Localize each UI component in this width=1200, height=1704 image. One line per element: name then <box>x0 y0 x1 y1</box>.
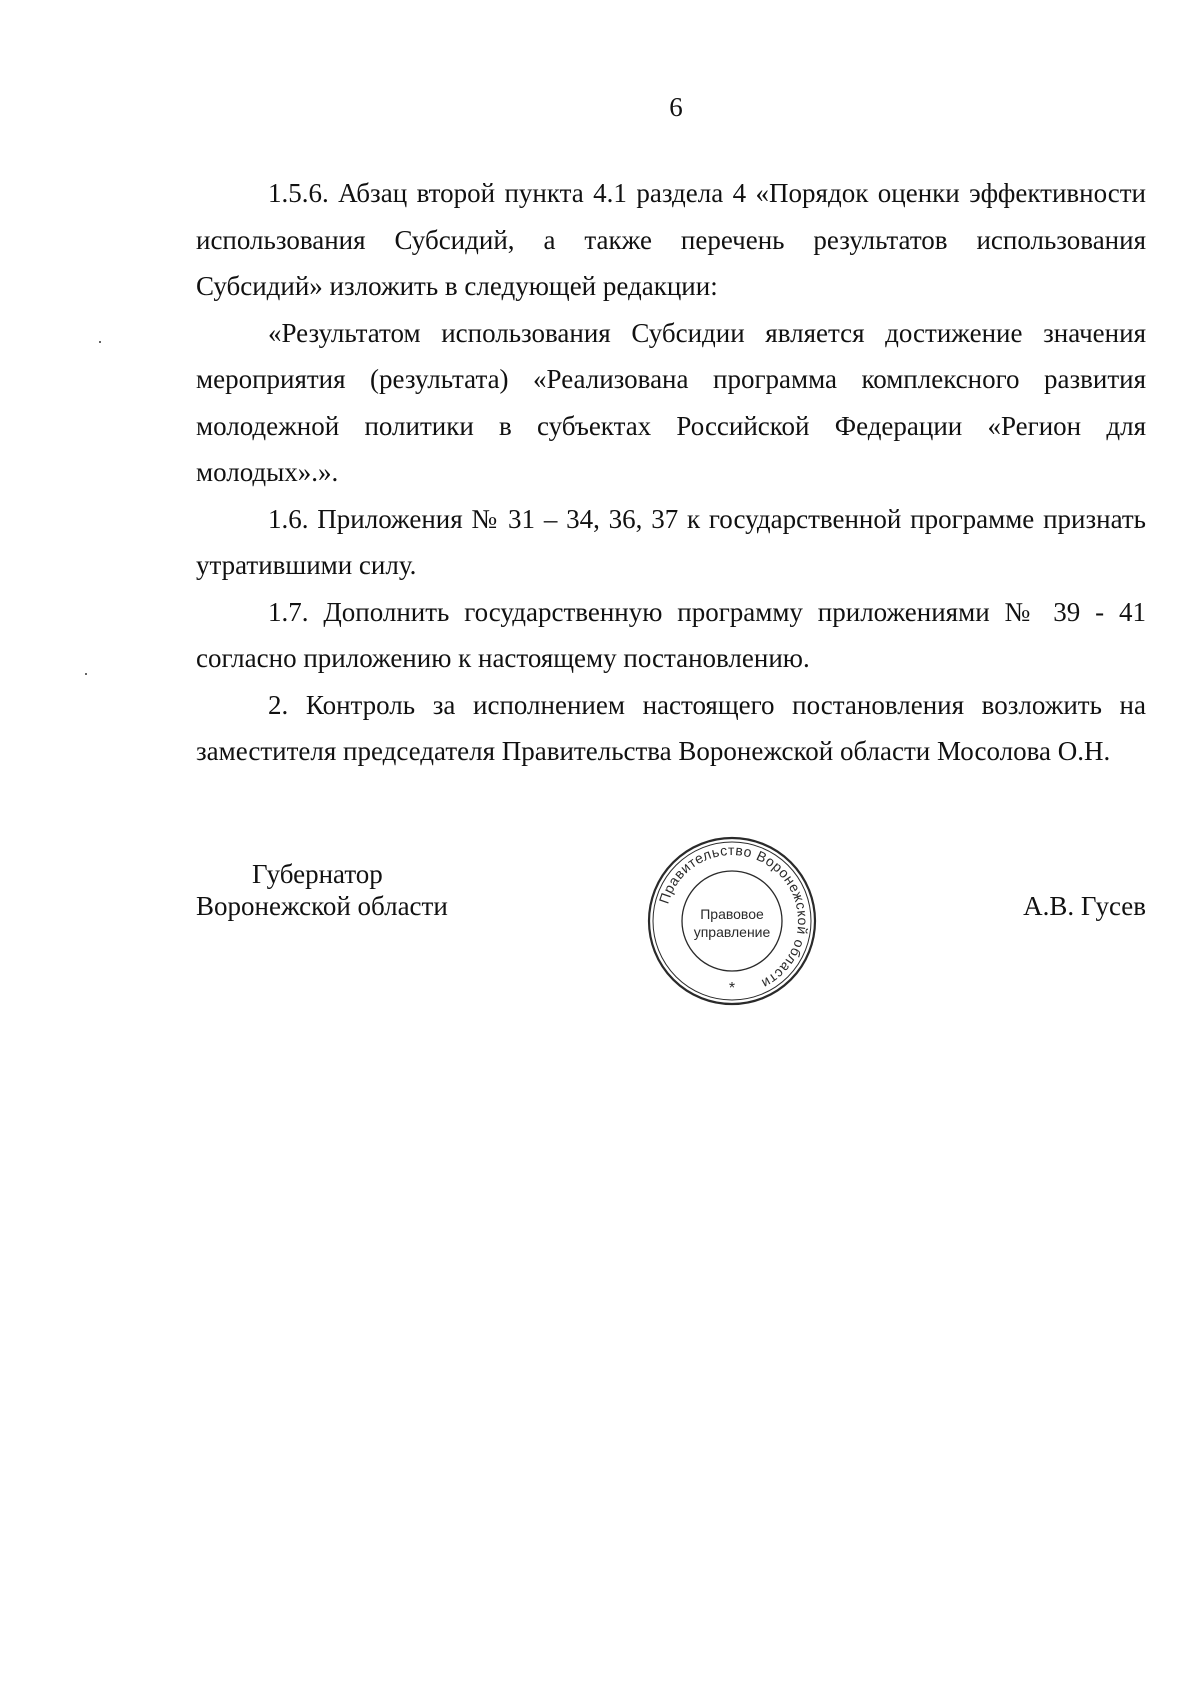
stray-dot-mark <box>85 673 87 675</box>
signatory-name: А.В. Гусев <box>1023 891 1146 921</box>
signatory-position <box>196 858 448 922</box>
paragraph-quote-result: «Результатом использования Субсидии является достижение значения мероприятия (результата) «Реализована программа комплексного развития молодежной политики в субъектах Российской Федерации «Регион для молодых».». <box>196 317 1146 487</box>
paragraph-2: 2. Контроль за исполнением настоящего постановления возложить на заместителя председателя Правительства Воронежской области Мосолова О.Н. <box>196 689 1146 766</box>
official-seal-stamp <box>646 835 818 1007</box>
paragraph-1-5-6: 1.5.6. Абзац второй пункта 4.1 раздела 4 «Порядок оценки эффективности использования Субсидий, а также перечень результатов использования Субсидий» изложить в следующей редакции: <box>196 178 1146 301</box>
svg-text:управление: управление <box>693 924 771 940</box>
svg-text:Правительство Воронежской обла: Правительство Воронежской области <box>655 841 812 993</box>
document-body <box>196 170 1146 775</box>
svg-text:Правовое: Правовое <box>700 906 764 922</box>
stray-dot-mark <box>99 341 101 343</box>
paragraph-1-6: 1.6. Приложения № 31 – 34, 36, 37 к государственной программе признать утратившими силу. <box>196 503 1146 580</box>
signatory-region: Воронежской области <box>196 891 448 921</box>
svg-text:*: * <box>728 980 736 997</box>
signatory-title: Губернатор <box>252 859 383 889</box>
page-number: 6 <box>669 92 683 122</box>
paragraph-1-7: 1.7. Дополнить государственную программу приложениями № 39 - 41 согласно приложению к настоящему постановлению. <box>196 596 1146 673</box>
